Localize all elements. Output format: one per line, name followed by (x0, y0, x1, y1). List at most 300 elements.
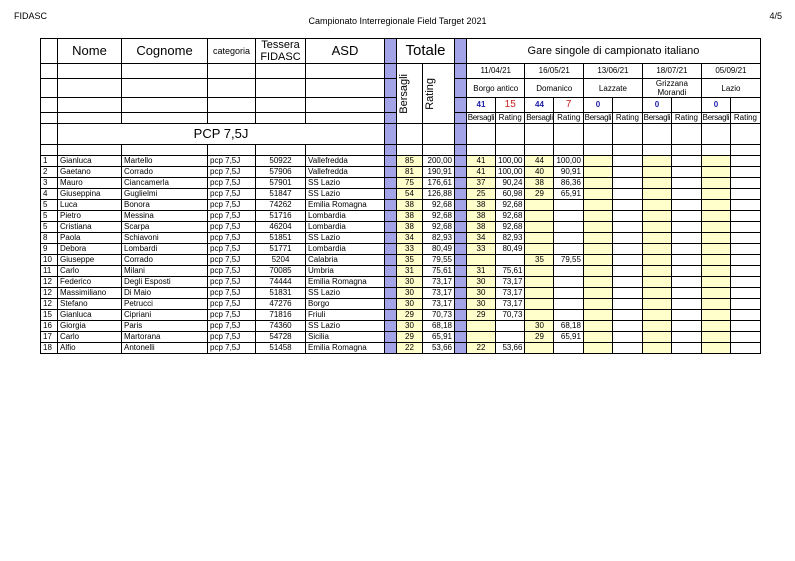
row-race-bersagli: 38 (467, 200, 496, 211)
separator-cell (385, 222, 397, 233)
blank-cell (58, 145, 122, 156)
col-gare-title: Gare singole di campionato italiano (467, 39, 761, 64)
row-race-bersagli (583, 299, 612, 310)
separator-cell (455, 288, 467, 299)
table-row (41, 332, 761, 343)
table-row (41, 288, 761, 299)
row-race-bersagli: 34 (467, 233, 496, 244)
row-race-bersagli: 38 (467, 222, 496, 233)
race-col-bersagli: Bersagli (643, 113, 671, 122)
row-cognome: Antonelli (122, 343, 208, 354)
table-row (41, 255, 761, 266)
row-race-rating: 80,49 (496, 244, 525, 255)
separator-cell (455, 310, 467, 321)
row-race-bersagli: 38 (525, 178, 554, 189)
table-row (41, 299, 761, 310)
blank-cell (525, 145, 554, 156)
row-race-rating (730, 266, 760, 277)
row-race-bersagli (525, 310, 554, 321)
row-race-rating (730, 178, 760, 189)
row-race-bersagli (583, 167, 612, 178)
blank-cell (671, 145, 701, 156)
row-asd: Lombardia (306, 244, 385, 255)
row-race-rating (730, 167, 760, 178)
row-nome: Massimiliano (58, 288, 122, 299)
race-col-bersagli: Bersagli (467, 113, 495, 122)
row-race-bersagli (583, 321, 612, 332)
row-race-rating (554, 200, 583, 211)
table-row (41, 244, 761, 255)
row-total-rating: 80,49 (423, 244, 455, 255)
row-race-bersagli (701, 266, 730, 277)
blank-categoria-cell (208, 113, 256, 124)
separator-cell (385, 124, 397, 145)
row-race-rating (612, 310, 642, 321)
row-race-rating (671, 332, 701, 343)
row-race-rating (496, 321, 525, 332)
row-race-bersagli: 44 (525, 156, 554, 167)
table-row (41, 156, 761, 167)
row-race-bersagli (467, 332, 496, 343)
table-row (41, 178, 761, 189)
row-position: 2 (41, 167, 58, 178)
row-cognome: Degli Esposti (122, 277, 208, 288)
row-nome: Alfio (58, 343, 122, 354)
separator-cell (455, 200, 467, 211)
row-nome: Federico (58, 277, 122, 288)
separator-cell (385, 288, 397, 299)
row-cognome: Bonora (122, 200, 208, 211)
row-race-bersagli (701, 332, 730, 343)
row-race-bersagli (467, 321, 496, 332)
blank-cell (730, 145, 760, 156)
row-race-rating (612, 266, 642, 277)
row-tessera: 74360 (256, 321, 306, 332)
separator-cell (385, 167, 397, 178)
row-categoria: pcp 7,5J (208, 343, 256, 354)
row-asd: Emilia Romagna (306, 343, 385, 354)
row-categoria: pcp 7,5J (208, 222, 256, 233)
blank-cell (496, 145, 525, 156)
race-bersagli-count: 44 (525, 98, 554, 113)
table-row (41, 277, 761, 288)
row-race-rating (671, 178, 701, 189)
blank-cell (122, 145, 208, 156)
row-race-rating (612, 288, 642, 299)
separator-cell (455, 332, 467, 343)
row-race-bersagli: 38 (467, 211, 496, 222)
row-race-bersagli (642, 189, 671, 200)
row-cognome: Corrado (122, 255, 208, 266)
row-race-rating (730, 233, 760, 244)
row-tessera: 57906 (256, 167, 306, 178)
row-cognome: Messina (122, 211, 208, 222)
row-race-bersagli (467, 255, 496, 266)
row-tessera: 50922 (256, 156, 306, 167)
row-total-rating: 53,66 (423, 343, 455, 354)
separator-cell (455, 255, 467, 266)
row-total-rating: 65,91 (423, 332, 455, 343)
row-race-bersagli (525, 288, 554, 299)
blank-cell (397, 124, 423, 145)
row-race-bersagli (701, 299, 730, 310)
row-race-rating: 73,17 (496, 299, 525, 310)
row-total-rating: 82,93 (423, 233, 455, 244)
row-race-bersagli (701, 255, 730, 266)
row-total-bersagli: 30 (397, 299, 423, 310)
separator-cell (385, 244, 397, 255)
separator-cell (385, 39, 397, 64)
row-race-bersagli (642, 222, 671, 233)
row-race-rating (671, 288, 701, 299)
page-title: Campionato Interregionale Field Target 2021 (308, 16, 487, 26)
row-total-bersagli: 54 (397, 189, 423, 200)
row-race-rating: 73,17 (496, 288, 525, 299)
row-total-bersagli: 22 (397, 343, 423, 354)
row-race-rating: 53,66 (496, 343, 525, 354)
row-total-bersagli: 85 (397, 156, 423, 167)
row-race-bersagli (642, 255, 671, 266)
row-cognome: Guglielmi (122, 189, 208, 200)
row-race-bersagli (583, 178, 612, 189)
row-categoria: pcp 7,5J (208, 332, 256, 343)
separator-cell (385, 64, 397, 79)
row-tessera: 5204 (256, 255, 306, 266)
row-nome: Stefano (58, 299, 122, 310)
page-header-left: FIDASC (14, 11, 48, 21)
separator-cell (385, 310, 397, 321)
row-tessera: 51847 (256, 189, 306, 200)
blank-nome-cell (58, 64, 122, 79)
row-total-bersagli: 31 (397, 266, 423, 277)
race-place: Lazio (701, 79, 760, 98)
blank-categoria-cell (208, 98, 256, 113)
row-total-bersagli: 30 (397, 321, 423, 332)
row-cognome: Lombardi (122, 244, 208, 255)
row-race-bersagli (701, 178, 730, 189)
separator-cell (385, 178, 397, 189)
row-tessera: 71816 (256, 310, 306, 321)
row-race-rating (730, 343, 760, 354)
row-race-bersagli (525, 244, 554, 255)
race-rating-count: 7 (554, 98, 583, 113)
blank-cell (423, 124, 455, 145)
row-position: 4 (41, 189, 58, 200)
row-race-bersagli (583, 222, 612, 233)
row-race-rating (612, 200, 642, 211)
row-race-bersagli: 31 (467, 266, 496, 277)
separator-cell (385, 233, 397, 244)
blank-cell (41, 124, 58, 145)
row-cognome: Martello (122, 156, 208, 167)
separator-cell (385, 343, 397, 354)
row-total-rating: 190,91 (423, 167, 455, 178)
separator-cell (455, 211, 467, 222)
table-row (41, 321, 761, 332)
row-categoria: pcp 7,5J (208, 299, 256, 310)
separator-cell (385, 113, 397, 124)
blank-cell (41, 39, 58, 64)
row-race-rating (671, 321, 701, 332)
row-race-rating (730, 321, 760, 332)
race-rating-count (730, 98, 760, 113)
row-race-rating (554, 299, 583, 310)
row-total-rating: 176,61 (423, 178, 455, 189)
row-race-bersagli (701, 233, 730, 244)
row-race-bersagli: 37 (467, 178, 496, 189)
row-race-bersagli (642, 332, 671, 343)
row-cognome: Corrado (122, 167, 208, 178)
blank-cognome-cell (122, 64, 208, 79)
row-total-rating: 200,00 (423, 156, 455, 167)
separator-cell (455, 222, 467, 233)
row-race-rating (671, 200, 701, 211)
blank-cell (41, 145, 58, 156)
row-race-rating (554, 244, 583, 255)
row-race-bersagli (642, 277, 671, 288)
row-total-rating: 73,17 (423, 299, 455, 310)
table-row (41, 233, 761, 244)
row-race-bersagli (642, 321, 671, 332)
blank-categoria-cell (208, 79, 256, 98)
blank-cell (306, 145, 385, 156)
row-categoria: pcp 7,5J (208, 156, 256, 167)
separator-cell (455, 113, 467, 124)
row-race-rating (730, 288, 760, 299)
row-position: 18 (41, 343, 58, 354)
row-total-bersagli: 29 (397, 310, 423, 321)
race-bersagli-count: 0 (583, 98, 612, 113)
row-race-rating (730, 299, 760, 310)
blank-tessera-cell (256, 64, 306, 79)
race-date: 16/05/21 (525, 64, 583, 79)
row-race-rating (612, 178, 642, 189)
row-race-rating (554, 266, 583, 277)
row-categoria: pcp 7,5J (208, 266, 256, 277)
page-number: 4/5 (769, 11, 782, 21)
row-tessera: 70085 (256, 266, 306, 277)
row-total-rating: 126,88 (423, 189, 455, 200)
row-race-rating (671, 211, 701, 222)
row-categoria: pcp 7,5J (208, 189, 256, 200)
separator-cell (455, 266, 467, 277)
row-race-bersagli (583, 233, 612, 244)
race-bersagli-count: 0 (701, 98, 730, 113)
blank-cell (41, 79, 58, 98)
row-total-bersagli: 30 (397, 277, 423, 288)
row-race-bersagli: 33 (467, 244, 496, 255)
blank-cell (730, 124, 760, 145)
row-race-rating: 90,24 (496, 178, 525, 189)
blank-categoria-cell (208, 64, 256, 79)
row-race-bersagli (525, 211, 554, 222)
row-race-bersagli (701, 189, 730, 200)
row-race-rating (612, 222, 642, 233)
blank-nome-cell (58, 98, 122, 113)
blank-cognome-cell (122, 113, 208, 124)
blank-cell (612, 124, 642, 145)
blank-cognome-cell (122, 98, 208, 113)
row-cognome: Paris (122, 321, 208, 332)
row-race-bersagli: 41 (467, 156, 496, 167)
blank-cell (41, 64, 58, 79)
row-race-bersagli (701, 277, 730, 288)
row-categoria: pcp 7,5J (208, 211, 256, 222)
race-col-bersagli: Bersagli (702, 113, 730, 122)
row-race-rating (554, 233, 583, 244)
row-race-rating (612, 255, 642, 266)
row-total-bersagli: 38 (397, 211, 423, 222)
row-race-bersagli: 22 (467, 343, 496, 354)
race-date: 13/06/21 (583, 64, 642, 79)
blank-cell (583, 124, 612, 145)
blank-asd-cell (306, 79, 385, 98)
separator-cell (455, 156, 467, 167)
row-tessera: 51458 (256, 343, 306, 354)
row-position: 5 (41, 211, 58, 222)
row-race-rating (671, 277, 701, 288)
row-race-bersagli (525, 266, 554, 277)
row-race-bersagli (701, 321, 730, 332)
row-asd: Lombardia (306, 222, 385, 233)
row-categoria: pcp 7,5J (208, 277, 256, 288)
blank-cell (397, 145, 423, 156)
row-categoria: pcp 7,5J (208, 178, 256, 189)
row-total-bersagli: 29 (397, 332, 423, 343)
row-total-rating: 73,17 (423, 288, 455, 299)
row-race-rating: 65,91 (554, 189, 583, 200)
row-race-bersagli: 30 (467, 277, 496, 288)
row-categoria: pcp 7,5J (208, 310, 256, 321)
separator-cell (385, 156, 397, 167)
blank-cell (41, 98, 58, 113)
race-date: 05/09/21 (701, 64, 760, 79)
row-tessera: 46204 (256, 222, 306, 233)
col-tessera: Tessera FIDASC (256, 39, 306, 64)
row-race-rating (730, 255, 760, 266)
row-race-bersagli (642, 343, 671, 354)
row-race-bersagli: 41 (467, 167, 496, 178)
row-total-bersagli: 38 (397, 200, 423, 211)
row-race-rating (671, 244, 701, 255)
race-rating-count (671, 98, 701, 113)
separator-cell (455, 244, 467, 255)
row-race-rating (554, 288, 583, 299)
row-race-rating (671, 222, 701, 233)
race-col-rating: Rating (496, 113, 525, 124)
row-total-rating: 68,18 (423, 321, 455, 332)
separator-cell (455, 277, 467, 288)
row-total-bersagli: 38 (397, 222, 423, 233)
blank-cell (41, 113, 58, 124)
race-place: Grizzana Morandi (642, 79, 701, 98)
row-race-rating (612, 299, 642, 310)
row-race-bersagli: 29 (467, 310, 496, 321)
blank-cell (208, 145, 256, 156)
row-tessera: 54728 (256, 332, 306, 343)
row-cognome: Schiavoni (122, 233, 208, 244)
row-race-bersagli (642, 266, 671, 277)
row-race-bersagli (701, 244, 730, 255)
row-total-rating: 79,55 (423, 255, 455, 266)
row-asd: Umbria (306, 266, 385, 277)
row-total-bersagli: 75 (397, 178, 423, 189)
blank-cell (467, 124, 496, 145)
row-race-bersagli (701, 211, 730, 222)
separator-cell (385, 266, 397, 277)
row-total-bersagli: 33 (397, 244, 423, 255)
row-nome: Pietro (58, 211, 122, 222)
table-row (41, 167, 761, 178)
row-race-rating: 100,00 (554, 156, 583, 167)
row-race-bersagli (583, 332, 612, 343)
blank-cell (583, 145, 612, 156)
blank-cell (554, 145, 583, 156)
row-race-bersagli (583, 244, 612, 255)
row-race-rating (612, 156, 642, 167)
row-race-bersagli (701, 200, 730, 211)
row-position: 12 (41, 299, 58, 310)
row-race-bersagli (525, 277, 554, 288)
blank-cell (554, 124, 583, 145)
separator-cell (385, 321, 397, 332)
separator-cell (455, 343, 467, 354)
row-race-rating (730, 310, 760, 321)
row-nome: Debora (58, 244, 122, 255)
table-row (41, 343, 761, 354)
row-categoria: pcp 7,5J (208, 288, 256, 299)
row-total-rating: 92,68 (423, 222, 455, 233)
row-asd: Emilia Romagna (306, 200, 385, 211)
race-bersagli-count: 0 (642, 98, 671, 113)
row-race-rating (554, 310, 583, 321)
row-total-bersagli: 34 (397, 233, 423, 244)
row-nome: Gianluca (58, 310, 122, 321)
row-nome: Carlo (58, 266, 122, 277)
row-race-rating (496, 255, 525, 266)
race-col-rating: Rating (671, 113, 701, 124)
row-total-bersagli: 81 (397, 167, 423, 178)
row-race-bersagli (642, 299, 671, 310)
row-tessera: 57901 (256, 178, 306, 189)
separator-cell (385, 299, 397, 310)
row-race-bersagli (583, 200, 612, 211)
row-race-rating: 92,68 (496, 200, 525, 211)
row-race-rating (730, 189, 760, 200)
row-race-rating: 100,00 (496, 156, 525, 167)
row-cognome: Petrucci (122, 299, 208, 310)
row-asd: Borgo (306, 299, 385, 310)
row-race-bersagli (583, 156, 612, 167)
blank-cell (467, 145, 496, 156)
row-race-bersagli (642, 200, 671, 211)
row-race-bersagli (642, 167, 671, 178)
row-race-rating: 100,00 (496, 167, 525, 178)
blank-cell (612, 145, 642, 156)
row-race-rating (612, 167, 642, 178)
col-categoria: categoria (208, 39, 256, 64)
race-place: Lazzate (583, 79, 642, 98)
row-nome: Cristiana (58, 222, 122, 233)
row-position: 1 (41, 156, 58, 167)
row-race-rating (730, 222, 760, 233)
row-race-rating (671, 189, 701, 200)
row-nome: Gianluca (58, 156, 122, 167)
blank-cell (256, 145, 306, 156)
row-race-bersagli (525, 222, 554, 233)
row-position: 12 (41, 277, 58, 288)
blank-cell (525, 124, 554, 145)
